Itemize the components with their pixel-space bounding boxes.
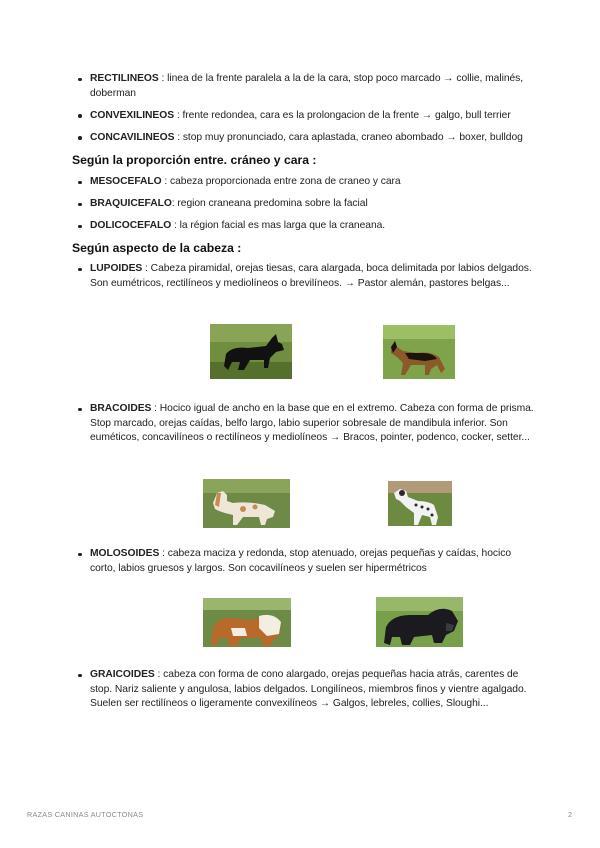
definition: : Hocico igual de ancho en la base que en el extremo. Cabeza con forma de prisma. Stop marcado, orejas caídas, belfo largo, labio superior sobresale de mandibula inferior. Son euméticos, concavilíneos o rectilíneos y mediolíneos → Bracos, pointer, podenco, cocker, setter... bbox=[90, 403, 534, 443]
section-heading: Según aspecto de la cabeza : bbox=[72, 241, 242, 255]
term: BRACOIDES bbox=[90, 403, 152, 414]
forehead-list bbox=[78, 72, 538, 153]
list-item bbox=[78, 262, 538, 291]
definition: : frente redondea, cara es la prolongacion de la frente → galgo, bull terrier bbox=[174, 109, 511, 121]
term: LUPOIDES bbox=[90, 263, 143, 274]
footer-title: RAZAS CANINAS AUTOCTONAS bbox=[27, 810, 144, 819]
term: CONCAVILINEOS bbox=[90, 131, 175, 143]
bulldog-photo bbox=[203, 598, 291, 647]
definition: : cabeza con forma de cono alargado, orejas pequeñas hacia atrás, carentes de stop. Nariz saliente y angulosa, labios delgados. Longilíneos, miembros finos y vientre agalgado. Suelen ser rectilíneos o ligeramente convexilíneos → Galgos, lebreles, collies, Sloughi... bbox=[90, 669, 527, 709]
section-heading: Según la proporción entre. cráneo y cara : bbox=[72, 153, 317, 167]
pointer-dog-photo bbox=[388, 481, 452, 526]
term: RECTILINEOS bbox=[90, 73, 159, 84]
definition: : stop muy pronunciado, cara aplastada, craneo abombado → boxer, bulldog bbox=[174, 131, 523, 143]
lupoides-list bbox=[78, 262, 538, 299]
definition: : region craneana predomina sobre la facial bbox=[171, 198, 368, 209]
term: GRAICOIDES bbox=[90, 669, 155, 680]
term: MOLOSOIDES bbox=[90, 548, 160, 559]
graicoides-list bbox=[78, 668, 538, 719]
term: BRAQUICEFALO bbox=[90, 198, 172, 209]
list-item bbox=[78, 219, 538, 234]
molosoides-list bbox=[78, 547, 538, 584]
definition: : Cabeza piramidal, orejas tiesas, cara alargada, boca delimitada por labios delgados. Son eumétricos, rectilíneos y mediolíneos o brevilíneos. → Pastor alemán, pastores belgas... bbox=[90, 263, 532, 289]
definition: : cabeza proporcionada entre zona de craneo y cara bbox=[161, 176, 401, 187]
list-item bbox=[78, 131, 538, 146]
definition: : linea de la frente paralela a la de la cara, stop poco marcado → collie, malinés, doberman bbox=[90, 73, 524, 99]
list-item bbox=[78, 175, 538, 190]
definition: : la région facial es mas larga que la craneana. bbox=[171, 220, 386, 231]
page-number: 2 bbox=[568, 810, 572, 819]
list-item bbox=[78, 197, 538, 212]
list-item bbox=[78, 109, 538, 124]
mastiff-photo bbox=[376, 597, 463, 647]
list-item bbox=[78, 547, 538, 576]
definition: : cabeza maciza y redonda, stop atenuado, orejas pequeñas y caídas, hocico corto, labios gruesos y largos. Son cocavilíneos y suelen ser hipermétricos bbox=[90, 548, 512, 574]
list-item bbox=[78, 72, 538, 101]
term: DOLICOCEFALO bbox=[90, 220, 172, 231]
list-item bbox=[78, 668, 538, 712]
term: MESOCEFALO bbox=[90, 176, 162, 187]
german-shepherd-photo bbox=[383, 325, 455, 379]
english-setter-photo bbox=[203, 479, 290, 528]
proportion-list bbox=[78, 175, 538, 241]
term: CONVEXILINEOS bbox=[90, 109, 175, 121]
list-item bbox=[78, 402, 538, 446]
bracoides-list bbox=[78, 402, 538, 453]
black-shepherd-photo bbox=[210, 324, 292, 379]
